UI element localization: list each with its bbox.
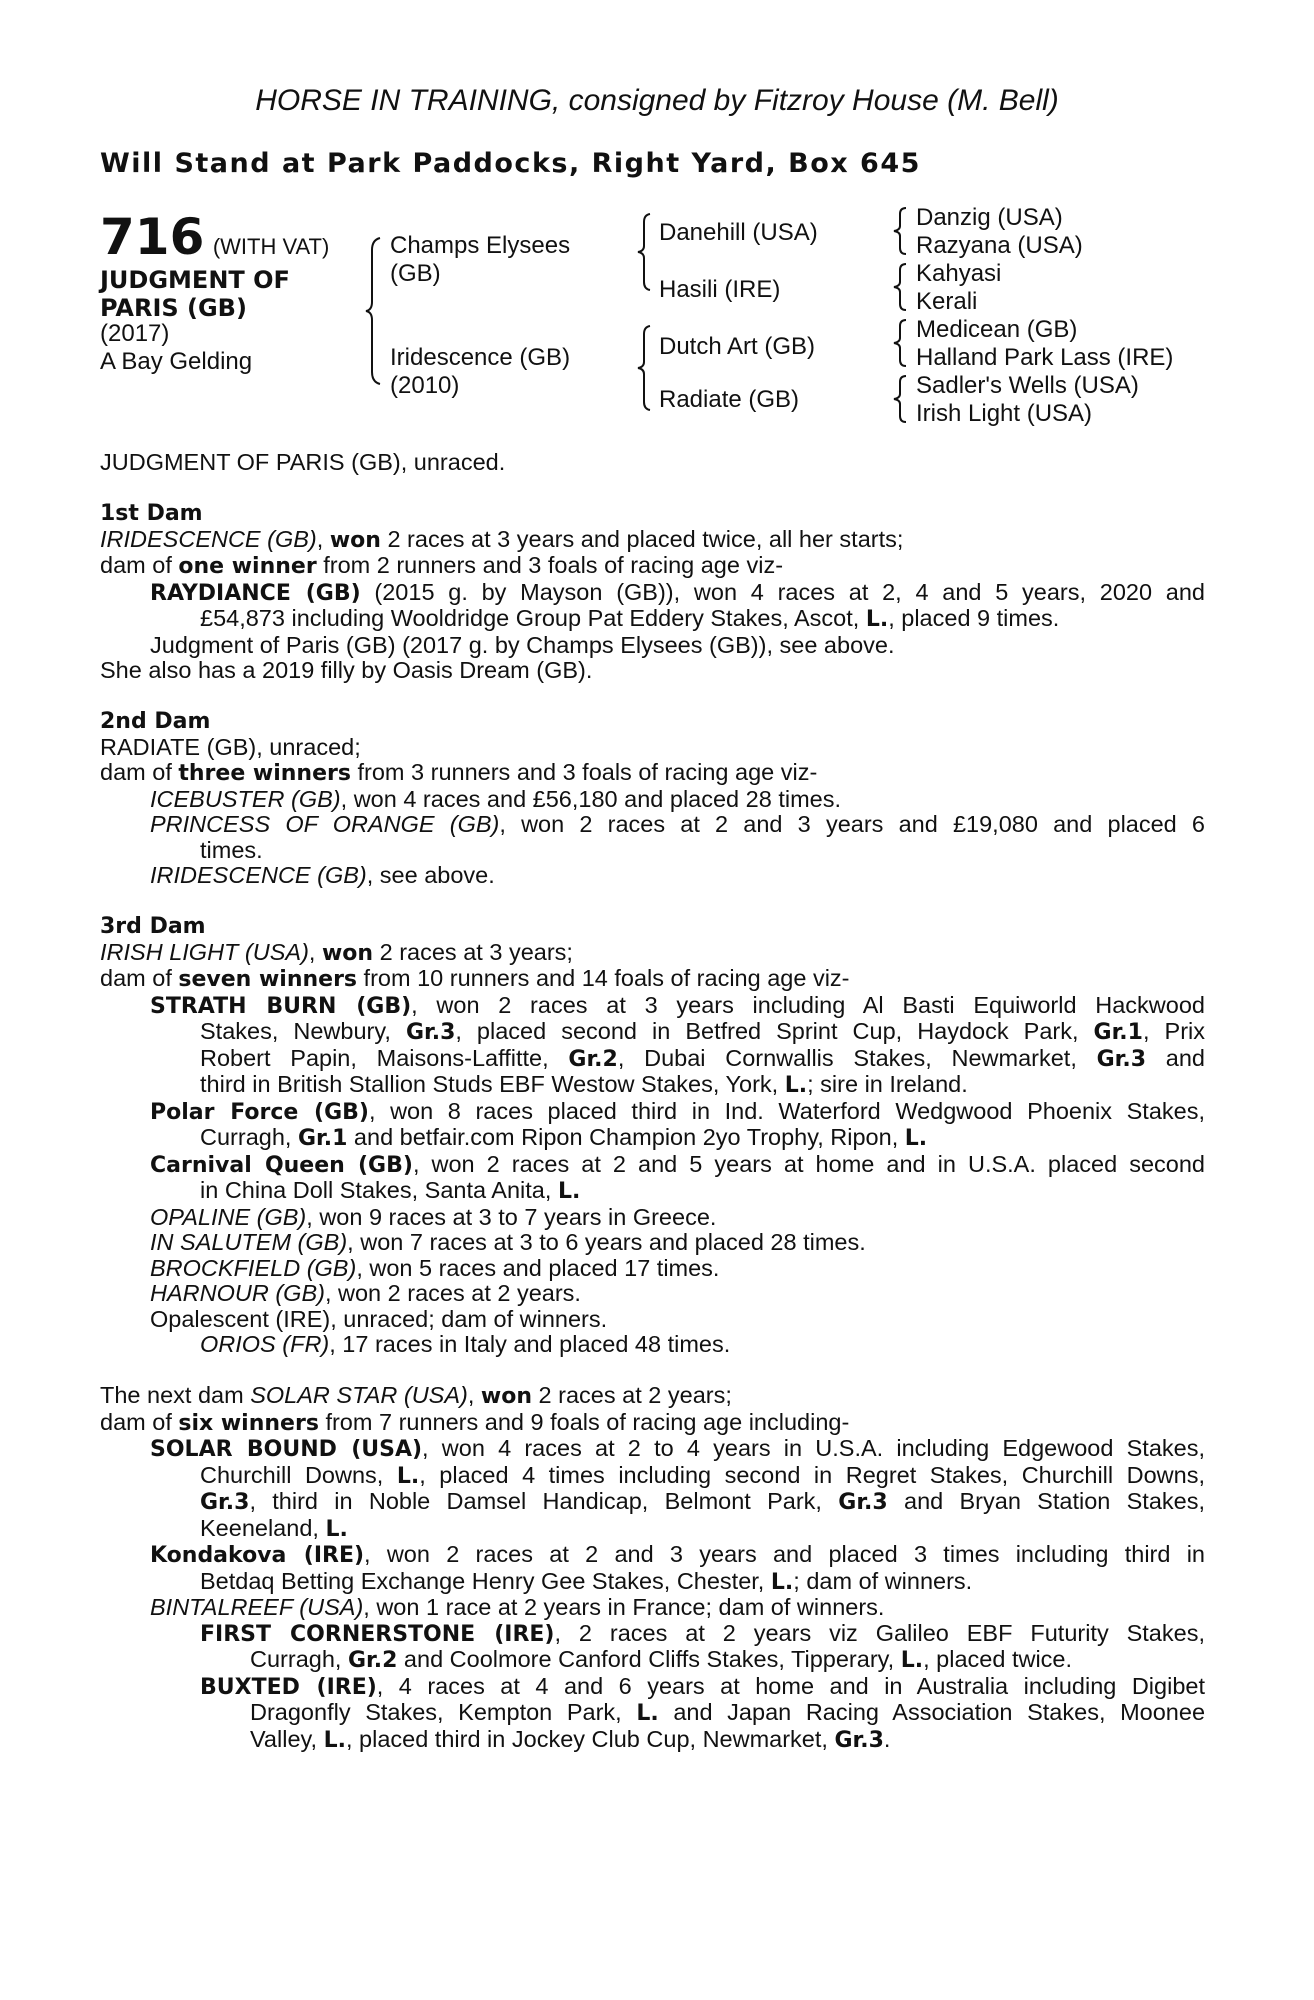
pedigree-line: Kondakova (IRE), won 2 races at 2 and 3 years and placed 3 times including third in [150,1541,1205,1568]
pedigree-line: Opalescent (IRE), unraced; dam of winners. [150,1305,608,1332]
pedigree-line: BUXTED (IRE), 4 races at 4 and 6 years at home and in Australia including Digibet [200,1672,1205,1700]
pedigree-line: IRIDESCENCE (GB), won 2 races at 3 years and placed twice, all her starts; [100,525,904,553]
pedigree-sire-line: Champs Elysees [390,232,571,259]
horse-name [100,266,330,322]
pedigree-line: BROCKFIELD (GB), won 5 races and placed 17 times. [150,1254,720,1281]
pedigree-line: Churchill Downs, L., placed 4 times including second in Regret Stakes, Churchill Downs, [200,1461,1205,1489]
pedigree-line: OPALINE (GB), won 9 races at 3 to 7 years in Greece. [150,1203,717,1230]
pedigree-line: Polar Force (GB), won 8 races placed third in Ind. Waterford Wedgwood Phoenix Stakes, [150,1097,1205,1125]
pedigree-line: BINTALREEF (USA), won 1 race at 2 years in France; dam of winners. [150,1594,885,1620]
section-heading: 3rd Dam [100,914,206,939]
pedigree-ancestor: Kerali [916,288,978,315]
pedigree-line: She also has a 2019 filly by Oasis Dream (GB). [100,657,593,683]
pedigree-brace-g3 [892,374,908,424]
stand-location: Will Stand at Park Paddocks, Right Yard, Box 645 [100,148,921,179]
pedigree-line: £54,873 including Wooldridge Group Pat Eddery Stakes, Ascot, L., placed 9 times. [200,605,1060,632]
intro-line: JUDGMENT OF PARIS (GB), unraced. [100,449,506,475]
pedigree-line: The next dam SOLAR STAR (USA), won 2 races at 2 years; [100,1382,732,1409]
lot-header [100,208,329,266]
pedigree-dam [390,344,570,400]
pedigree-line: in China Doll Stakes, Santa Anita, L. [200,1177,581,1204]
horse-name-line: PARIS (GB) [100,294,247,322]
pedigree-third-generation [916,204,1173,428]
pedigree-sire [390,232,570,288]
pedigree-line: IRIDESCENCE (GB), see above. [150,862,495,888]
pedigree-line: dam of one winner from 2 runners and 3 foals of racing age viz- [100,552,784,579]
produce-record [100,450,1205,1753]
pedigree-line: Carnival Queen (GB), won 2 races at 2 and 5 years at home and in U.S.A. placed second [150,1150,1205,1178]
pedigree-sire-sire: Danehill (USA) [659,219,818,246]
pedigree-dam-dam: Radiate (GB) [659,386,800,413]
pedigree-line: Betdaq Betting Exchange Henry Gee Stakes, Chester, L.; dam of winners. [200,1567,973,1595]
section-heading: 1st Dam [100,501,203,526]
pedigree-ancestor: Medicean (GB) [916,316,1078,343]
pedigree-ancestor: Sadler's Wells (USA) [916,372,1139,399]
pedigree-line: Gr.3, third in Noble Damsel Handicap, Belmont Park, Gr.3 and Bryan Station Stakes, [200,1488,1206,1515]
pedigree-line: FIRST CORNERSTONE (IRE), 2 races at 2 years viz Galileo EBF Futurity Stakes, [200,1619,1205,1647]
pedigree-brace-g3 [892,206,908,256]
pedigree-brace-sire [636,212,652,292]
consignor-title: HORSE IN TRAINING, consigned by Fitzroy House (M. Bell) [255,84,1059,117]
vat-note: (WITH VAT) [212,234,330,259]
pedigree-dam-line: (2010) [390,372,460,399]
pedigree-sire-dam: Hasili (IRE) [659,276,781,303]
pedigree-dam-sire: Dutch Art (GB) [659,333,816,360]
pedigree-line: PRINCESS OF ORANGE (GB), won 2 races at 2 and 3 years and £19,080 and placed 6 [150,811,1205,837]
pedigree-ancestor: Danzig (USA) [916,204,1063,231]
pedigree-line: Judgment of Paris (GB) (2017 g. by Champs Elysees (GB)), see above. [150,631,895,658]
pedigree-line: Curragh, Gr.1 and betfair.com Ripon Champion 2yo Trophy, Ripon, L. [200,1124,928,1151]
pedigree-line: Keeneland, L. [200,1514,348,1542]
pedigree-brace-dam [636,324,652,412]
pedigree-ancestor: Kahyasi [916,260,1002,287]
pedigree-line: ICEBUSTER (GB), won 4 races and £56,180 and placed 28 times. [150,785,842,812]
pedigree-line: Stakes, Newbury, Gr.3, placed second in Betfred Sprint Cup, Haydock Park, Gr.1, Prix [200,1018,1205,1045]
pedigree-ancestor: Irish Light (USA) [916,400,1093,427]
pedigree-line: IRISH LIGHT (USA), won 2 races at 3 years; [100,938,573,966]
horse-description: A Bay Gelding [100,348,253,375]
pedigree-brace-g3 [892,318,908,368]
pedigree-line: SOLAR BOUND (USA), won 4 races at 2 to 4 years in U.S.A. including Edgewood Stakes, [150,1435,1205,1462]
pedigree-line: dam of three winners from 3 runners and 3 foals of racing age viz- [100,759,818,786]
pedigree-line: Valley, L., placed third in Jockey Club Cup, Newmarket, Gr.3. [250,1725,891,1753]
pedigree-dam-line: Iridescence (GB) [390,344,571,371]
pedigree-sire-line: (GB) [390,260,441,287]
pedigree-brace-main [364,236,382,386]
pedigree-line: Robert Papin, Maisons-Laffitte, Gr.2, Dubai Cornwallis Stakes, Newmarket, Gr.3 and [200,1044,1205,1072]
lot-number: 716 [100,208,205,266]
pedigree-line: STRATH BURN (GB), won 2 races at 3 years including Al Basti Equiworld Hackwood [150,991,1205,1019]
horse-name-line: JUDGMENT OF [100,266,290,294]
pedigree-line: dam of six winners from 7 runners and 9 foals of racing age including- [100,1408,850,1436]
pedigree-line: Dragonfly Stakes, Kempton Park, L. and Japan Racing Association Stakes, Moonee [250,1699,1206,1726]
pedigree-brace-g3 [892,262,908,312]
foaling-year: (2017) [100,320,170,347]
pedigree-line: HARNOUR (GB), won 2 races at 2 years. [150,1280,581,1306]
section-heading: 2nd Dam [100,709,211,734]
pedigree-line: third in British Stallion Studs EBF Westow Stakes, York, L.; sire in Ireland. [200,1071,968,1098]
pedigree-line: RAYDIANCE (GB) (2015 g. by Mayson (GB)), won 4 races at 2, 4 and 5 years, 2020 and [150,578,1205,606]
pedigree-line: dam of seven winners from 10 runners and 14 foals of racing age viz- [100,965,850,992]
pedigree-ancestor: Halland Park Lass (IRE) [916,344,1174,371]
pedigree-line: ORIOS (FR), 17 races in Italy and placed 48 times. [200,1331,731,1357]
pedigree-ancestor: Razyana (USA) [916,232,1083,259]
pedigree-line: IN SALUTEM (GB), won 7 races at 3 to 6 years and placed 28 times. [150,1229,866,1255]
pedigree-line: Curragh, Gr.2 and Coolmore Canford Cliffs Stakes, Tipperary, L., placed twice. [250,1646,1073,1673]
pedigree-line: RADIATE (GB), unraced; [100,733,361,760]
pedigree-line: times. [200,836,263,863]
